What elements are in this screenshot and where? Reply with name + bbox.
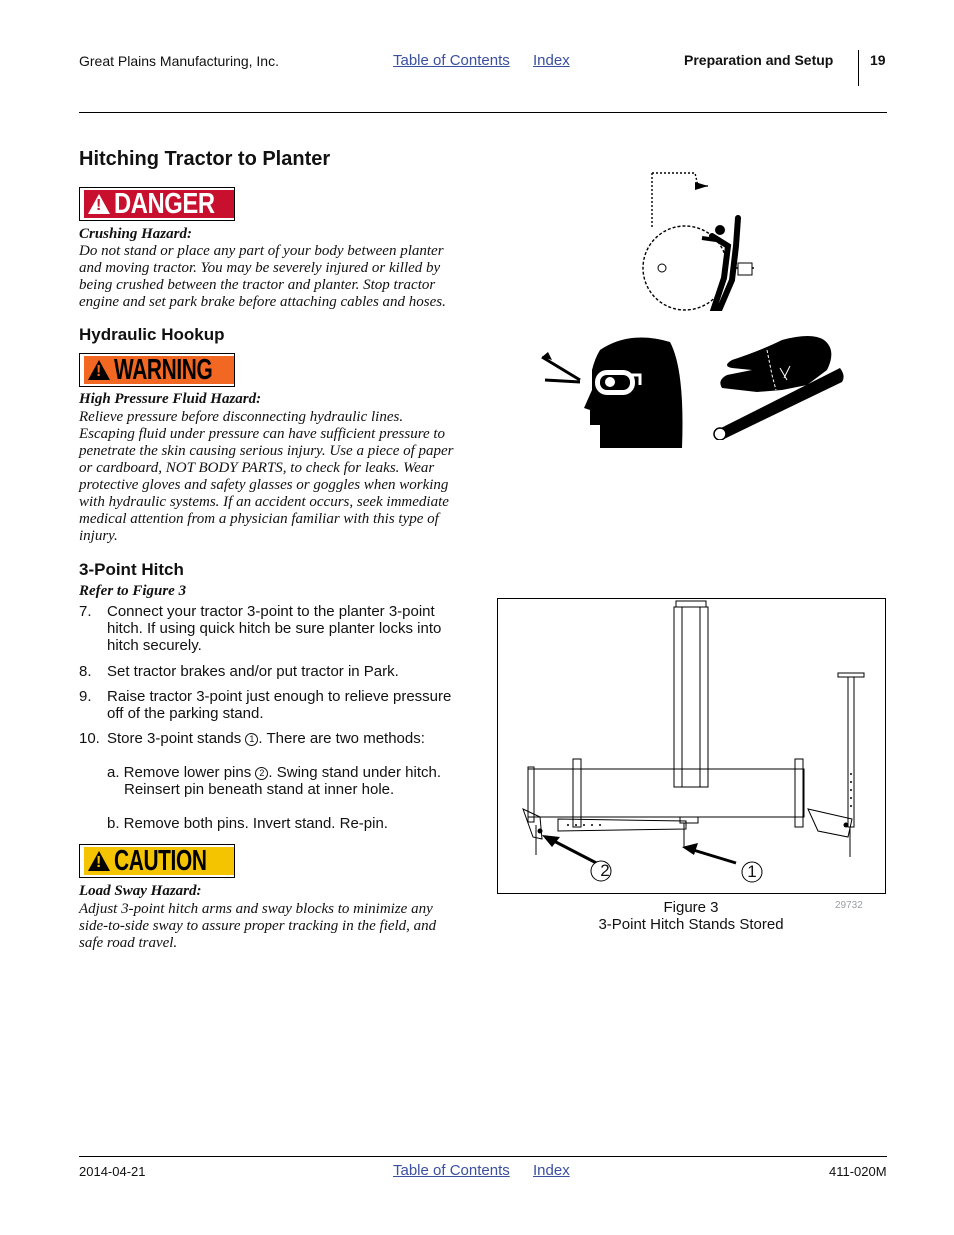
caution-hazard: Load Sway Hazard: (79, 883, 202, 899)
method-b: b. Remove both pins. Invert stand. Re-pin. (107, 815, 388, 832)
warning-line: penetrate the skin causing serious injury. Use a piece of paper (79, 443, 454, 459)
step-line: Set tractor brakes and/or put tractor in Park. (107, 663, 399, 680)
callout-1-icon: 1 (245, 733, 258, 746)
header-rule (79, 112, 887, 113)
footer-doc-number: 411-020M (829, 1164, 887, 1179)
warning-line: Escaping fluid under pressure can have sufficient pressure to (79, 426, 446, 442)
step-line: hitch securely. (107, 637, 202, 654)
step-line: hitch. If using quick hitch be sure planter locks into (107, 620, 442, 637)
header-divider (858, 50, 859, 86)
caution-line: Adjust 3-point hitch arms and sway blocks to minimize any (79, 901, 433, 917)
hitch-stand-diagram (498, 599, 885, 893)
hitch-heading: 3-Point Hitch (79, 560, 184, 579)
header-toc-link[interactable]: Table of Contents (393, 52, 510, 69)
step-text: Store 3-point stands (107, 730, 246, 747)
footer-rule (79, 1156, 887, 1157)
header-index-link[interactable]: Index (533, 52, 570, 69)
step-7 (79, 603, 442, 654)
warning-line: with hydraulic systems. If an accident occurs, seek immediate (79, 494, 449, 510)
warning-line: protective gloves and safety glasses or goggles when working (79, 477, 449, 493)
page-number: 19 (870, 52, 886, 68)
refer-figure: Refer to Figure 3 (79, 583, 187, 599)
step-text: . There are two methods: (258, 730, 425, 747)
step-number: 10. (79, 730, 100, 747)
warning-line: or cardboard, NOT BODY PARTS, to check for leaks. Wear (79, 460, 435, 476)
danger-line: and moving tractor. You may be severely injured or killed by (79, 260, 441, 276)
footer-date: 2014-04-21 (79, 1164, 146, 1179)
alert-triangle-icon: ! (88, 194, 110, 214)
alert-triangle-icon: ! (88, 851, 110, 871)
danger-line: Do not stand or place any part of your body between planter (79, 243, 444, 259)
warning-line: medical attention from a physician familiar with this type of (79, 511, 439, 527)
step-number: 9. (79, 688, 92, 705)
warning-line: Relieve pressure before disconnecting hydraulic lines. (79, 409, 404, 425)
alert-triangle-icon: ! (88, 360, 110, 380)
warning-label: WARNING (114, 353, 213, 386)
step-9 (79, 688, 452, 722)
header-section: Preparation and Setup (684, 52, 834, 68)
step-8 (79, 663, 399, 680)
warning-line: injury. (79, 528, 118, 544)
figure-callout-2: 2 (600, 861, 610, 880)
danger-hazard: Crushing Hazard: (79, 226, 192, 242)
step-10 (79, 730, 425, 747)
caution-label: CAUTION (114, 844, 207, 877)
hydraulic-heading: Hydraulic Hookup (79, 325, 225, 344)
figure-callout-1: 1 (747, 862, 757, 881)
figure-number: Figure 3 (663, 899, 719, 916)
caution-signal (79, 844, 235, 878)
header-company: Great Plains Manufacturing, Inc. (79, 53, 279, 69)
caution-line: safe road travel. (79, 935, 178, 951)
crush-hazard-pictogram (640, 168, 760, 318)
danger-signal (79, 187, 235, 221)
warning-hazard: High Pressure Fluid Hazard: (79, 391, 262, 407)
danger-line: engine and set park brake before attaching cables and hoses. (79, 294, 446, 310)
step-number: 8. (79, 663, 92, 680)
step-line: Connect your tractor 3-point to the planter 3-point (107, 603, 435, 620)
step-number: 7. (79, 603, 92, 620)
danger-text (79, 243, 479, 311)
hand-injection-pictogram (712, 330, 847, 440)
danger-line: being crushed between the tractor and planter. Stop tractor (79, 277, 436, 293)
caution-line: side-to-side sway to assure proper tracking in the field, and (79, 918, 437, 934)
danger-label: DANGER (114, 187, 215, 220)
method-a (107, 764, 441, 798)
method-text: Reinsert pin beneath stand at inner hole. (124, 781, 395, 798)
eye-protection-pictogram (540, 330, 685, 450)
method-text: a. Remove lower pins (107, 764, 256, 781)
figure-caption: 3-Point Hitch Stands Stored (598, 916, 784, 933)
warning-text (79, 409, 479, 545)
step-line: off of the parking stand. (107, 705, 264, 722)
warning-signal (79, 353, 235, 387)
caution-text (79, 901, 479, 952)
footer-toc-link[interactable]: Table of Contents (393, 1162, 510, 1179)
callout-2-icon: 2 (255, 767, 268, 780)
method-text: . Swing stand under hitch. (268, 764, 442, 781)
footer-index-link[interactable]: Index (533, 1162, 570, 1179)
step-line: Raise tractor 3-point just enough to relieve pressure (107, 688, 452, 705)
figure-image-id: 29732 (835, 900, 863, 911)
page-title: Hitching Tractor to Planter (79, 148, 331, 170)
